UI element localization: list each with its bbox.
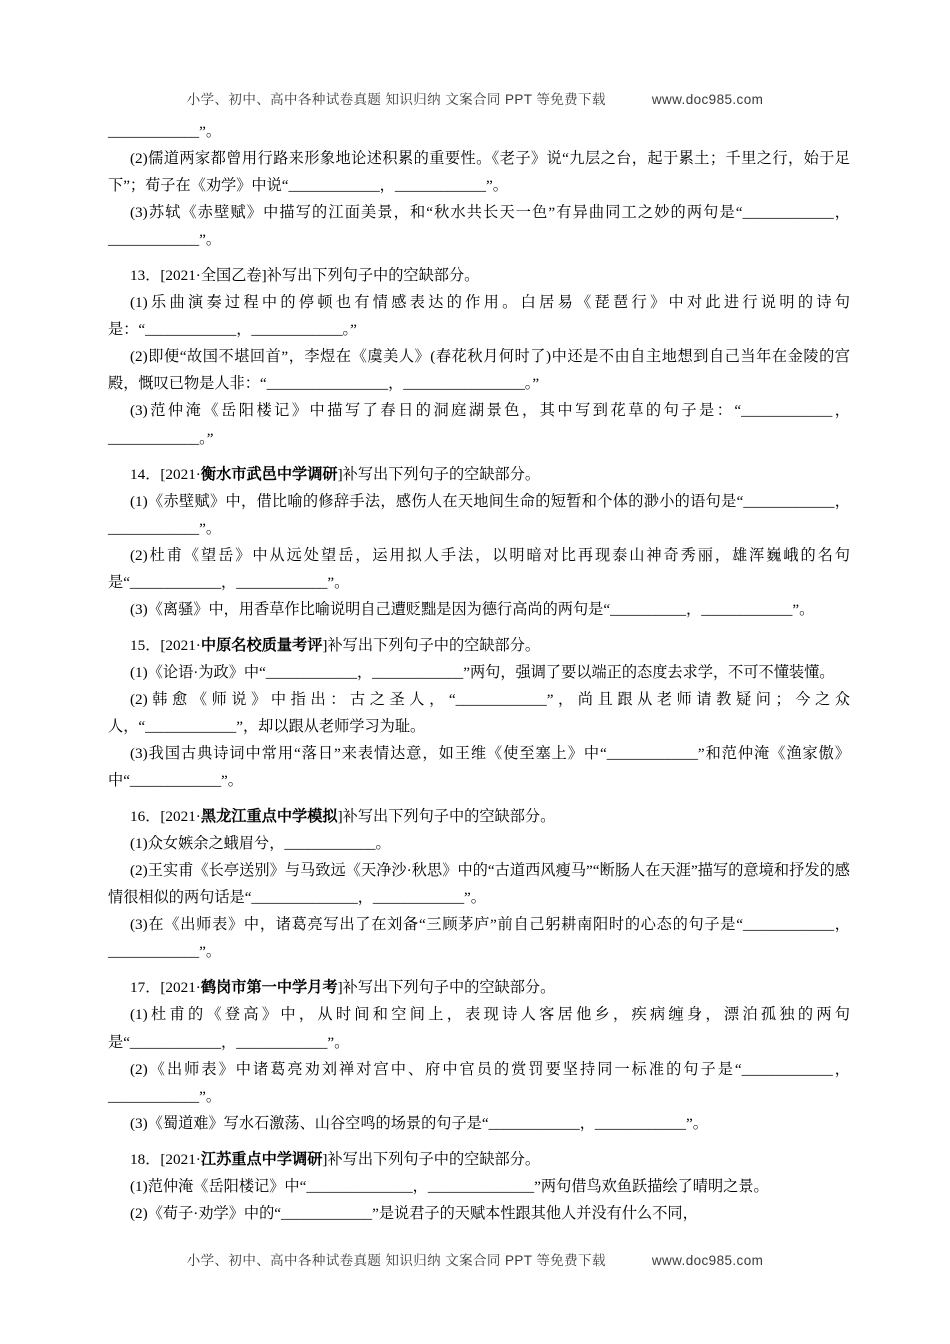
- q13-item-1: (1)乐曲演奏过程中的停顿也有情感表达的作用。白居易《琵琶行》中对此进行说明的诗句是：“____________，____________。”: [108, 294, 850, 339]
- q18-source-pre: [2021·: [160, 1150, 201, 1168]
- q15-source-name: 中原名校质量考评: [200, 636, 323, 654]
- q16-source-pre: [2021·: [160, 808, 201, 826]
- question-15-heading: [108, 632, 850, 659]
- question-17-heading: [108, 974, 850, 1001]
- q15-source-post: ]: [322, 636, 328, 654]
- q14-item-2: (2)杜甫《望岳》中从远处望岳，运用拟人手法，以明暗对比再现泰山神奇秀丽，雄浑巍峨的名句是“____________，____________”。: [108, 546, 850, 591]
- page-footer-banner: [0, 1249, 950, 1269]
- q14-source-pre: [2021·: [160, 465, 201, 483]
- q16-source-name: 黑龙江重点中学模拟: [200, 808, 338, 826]
- header-promo-text: 小学、初中、高中各种试卷真题 知识归纳 文案合同 PPT 等免费下载: [186, 92, 606, 107]
- q13-prompt: 补写出下列句子中的空缺部分。: [266, 267, 480, 285]
- footer-promo-text: 小学、初中、高中各种试卷真题 知识归纳 文案合同 PPT 等免费下载: [186, 1253, 606, 1268]
- q15-number: 15．: [130, 636, 161, 654]
- q12-item-3: (3)苏轼《赤壁赋》中描写的江面美景，和“秋水共长天一色”有异曲同工之妙的两句是“____________，____________”。: [108, 204, 850, 249]
- q14-item-3: (3)《离骚》中，用香草作比喻说明自己遭贬黜是因为德行高尚的两句是“__________，____________”。: [130, 600, 815, 618]
- q17-item-3: (3)《蜀道难》写水石激荡、山谷空鸣的场景的句子是“____________，____________”。: [130, 1114, 708, 1132]
- q13-item-2: (2)即便“故国不堪回首”，李煜在《虞美人》(春花秋月何时了)中还是不由自主地想到自己当年在金陵的宫殿，慨叹已物是人非：“________________，________________。”: [108, 348, 850, 393]
- q18-prompt: 补写出下列句子中的空缺部分。: [327, 1150, 541, 1168]
- q16-number: 16．: [130, 808, 161, 826]
- q13-item-3: (3)范仲淹《岳阳楼记》中描写了春日的洞庭湖景色，其中写到花草的句子是：“____________，____________。”: [108, 402, 850, 447]
- q17-source-post: ]: [337, 979, 343, 997]
- question-18-heading: [108, 1146, 850, 1173]
- q16-source-post: ]: [337, 808, 343, 826]
- q13-number: 13．: [130, 267, 161, 285]
- q14-source-post: ]: [337, 465, 343, 483]
- q14-item-1: (1)《赤壁赋》中，借比喻的修辞手法，感伤人在天地间生命的短暂和个体的渺小的语句是“____________，____________”。: [108, 492, 850, 537]
- q17-source-pre: [2021·: [160, 979, 201, 997]
- q15-prompt: 补写出下列句子中的空缺部分。: [327, 636, 541, 654]
- orphan-line: ____________”。: [108, 123, 222, 140]
- q18-number: 18．: [130, 1150, 161, 1168]
- q18-item-2: (2)《荀子·劝学》中的“____________”是说君子的天赋本性跟其他人并没有什么不同，: [130, 1204, 698, 1222]
- q14-number: 14．: [130, 465, 161, 483]
- q16-item-3: (3)在《出师表》中，诸葛亮写出了在刘备“三顾茅庐”前自己躬耕南阳时的心态的句子是“____________，____________”。: [108, 916, 850, 961]
- q15-item-3: (3)我国古典诗词中常用“落日”来表情达意，如王维《使至塞上》中“____________”和范仲淹《渔家傲》中“____________”。: [108, 745, 850, 790]
- question-13-heading: [108, 262, 850, 289]
- question-16-heading: [108, 803, 850, 830]
- q16-item-1: (1)众女嫉余之蛾眉兮，____________。: [130, 835, 391, 853]
- footer-site-url: www.doc985.com: [651, 1253, 764, 1268]
- q17-number: 17．: [130, 979, 161, 997]
- q17-item-2: (2)《出师表》中诸葛亮劝刘禅对宫中、府中官员的赏罚要坚持同一标准的句子是“____________，____________”。: [108, 1060, 850, 1105]
- document-body: [108, 118, 850, 1227]
- q17-item-1: (1)杜甫的《登高》中，从时间和空间上，表现诗人客居他乡，疾病缠身，漂泊孤独的两句是“____________，____________”。: [108, 1006, 850, 1051]
- q17-source-name: 鹤岗市第一中学月考: [200, 979, 338, 997]
- q18-item-1: (1)范仲淹《岳阳楼记》中“______________，______________”两句借鸟欢鱼跃描绘了晴明之景。: [130, 1177, 769, 1195]
- q15-source-pre: [2021·: [160, 636, 201, 654]
- question-14-heading: [108, 461, 850, 488]
- q12-item-2: (2)儒道两家都曾用行路来形象地论述积累的重要性。《老子》说“九层之台，起于累土；千里之行，始于足下”；荀子在《劝学》中说“____________，____________”。: [108, 150, 850, 195]
- q18-source-name: 江苏重点中学调研: [200, 1150, 323, 1168]
- q14-source-name: 衡水市武邑中学调研: [200, 465, 338, 483]
- q18-source-post: ]: [322, 1150, 328, 1168]
- q14-prompt: 补写出下列句子的空缺部分。: [342, 465, 541, 483]
- page-header-banner: [0, 88, 950, 108]
- q15-item-2: (2)韩愈《师说》中指出：古之圣人，“____________”，尚且跟从老师请教疑问；今之众人，“____________”，却以跟从老师学习为耻。: [108, 690, 850, 735]
- q16-item-2: (2)王实甫《长亭送别》与马致远《天净沙·秋思》中的“古道西风瘦马”“断肠人在天涯”描写的意境和抒发的感情很相似的两句话是“______________，____________”。: [108, 862, 850, 907]
- q15-item-1: (1)《论语·为政》中“____________，____________”两句，强调了要以端正的态度去求学，不可不懂装懂。: [130, 663, 835, 681]
- q17-prompt: 补写出下列句子中的空缺部分。: [342, 979, 556, 997]
- q16-prompt: 补写出下列句子中的空缺部分。: [342, 808, 556, 826]
- header-site-url: www.doc985.com: [651, 92, 764, 107]
- q13-source: [2021·全国乙卷]: [160, 267, 267, 285]
